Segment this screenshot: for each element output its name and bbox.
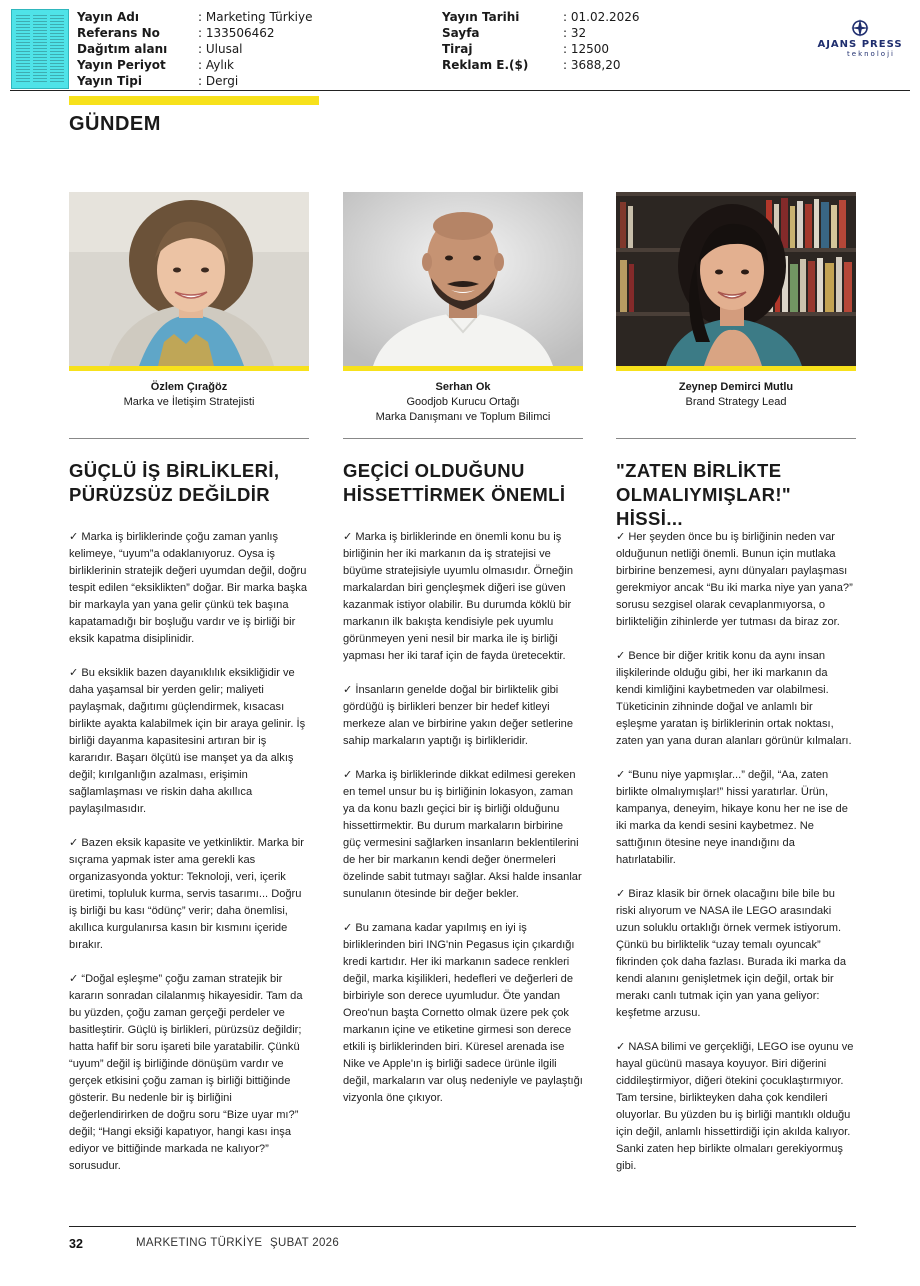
paragraph: ✓ Bazen eksik kapasite ve yetkinliktir. Marka bir sıçrama yapmak ister ama gerekli kas organizasyonda yoktur: Teknoloji, veri, içerik üretimi, topluluk kurma, servis tasarımı... Doğru iş birliği bu kası “ödünç” verir; daha önemlisi, akıllıca kurgulanırsa kasın bir kısmını içeride bırakır.: [69, 837, 304, 951]
logo-name: AJANS PRESS: [817, 39, 903, 50]
paragraph: ✓ Marka iş birliklerinde en önemli konu bu iş birliğinin her iki markanın da iş stratejisi ve büyüme stratejisiyle uyumlu olmasıdır. Örneğin markalardan biri gençleşmek diğeri ise güven kazanmak istiyor olabilir. Bu durumda köklü bir markanın ilk bakışta kendisiyle pek uyumlu görünmeyen yeni nesil bir marka ile iş birliği yapması her iki taraf için de fayda üretecektir.: [343, 531, 573, 662]
paragraph: ✓ Bence bir diğer kritik konu da aynı insan ilişkilerinde olduğu gibi, her iki markanın da kendi kimliğini kaybetmeden var olabilmesi. Tüketicinin zihninde doğal ve anlamlı bir eşleşme yaratan iş birliklerinin ortak noktası, zaten yan yana duran alanları görünür kılmaları.: [616, 650, 852, 747]
meta-row: [442, 9, 640, 25]
paragraph: ✓ “Bunu niye yapmışlar...” değil, “Aa, zaten birlikte olmalıymışlar!” hissi yaratırlar. Ürün, kampanya, deneyim, hikaye konu her ne ise de iki marka da kendi sesini kaybetmez. Ne sattığının ötesine neye inandığını da hatırlatabilir.: [616, 769, 848, 866]
section-accent-bar: [69, 96, 319, 105]
logo-tagline: teknoloji: [847, 50, 895, 58]
person-name: Serhan Ok: [435, 381, 491, 393]
meta-row: [77, 73, 312, 89]
interview-column: [616, 192, 856, 1192]
interview-column: [343, 192, 583, 1124]
meta-label: Yayın Tipi: [77, 74, 142, 88]
footer-magazine-name: MARKETING TÜRKİYE: [136, 1237, 263, 1249]
paragraph: ✓ Marka iş birliklerinde çoğu zaman yanlış kelimeye, “uyum”a odaklanıyoruz. Oysa iş birliklerinin stratejik değeri uyumdan değil, doğru tespit edilen “eksiklikten” doğar. Bir marka başka bir markayla yan yana gelir çünkü tek başına kapatamadığı bir boşluğu vardır ve iş birliği bir eksik kapatma disiplinidir.: [69, 531, 308, 645]
ajans-press-logo: [812, 18, 908, 58]
person-name: Özlem Çırağöz: [150, 381, 228, 393]
person-role: Marka Danışmanı ve Toplum Bilimci: [375, 411, 551, 423]
footer-issue-date: ŞUBAT 2026: [270, 1237, 340, 1249]
photo-accent-bar: [69, 366, 309, 371]
photo-accent-bar: [343, 366, 583, 371]
compass-icon: [849, 18, 871, 38]
meta-value: : Dergi: [198, 74, 239, 88]
paragraph: ✓ “Doğal eşleşme” çoğu zaman stratejik bir kararın sonradan cilalanmış hikayesidir. Tam da bu yüzden, çoğu zaman gerçeği perdeler ve basitleştirir. Güçlü iş birlikleri, pürüzsüz değildir; hatta hafif bir soru işareti bile yaratabilir. Çünkü “uyum” değil iş birliğinde dönüşüm vardır ve gerçek etkisini çoğu zaman iş birliği bittiğinde gösterir. Bu nedenle bir iş birliğini değerlendirirken de doğru soru “Bize uyar mı?” değil; “Hangi eksiği kapatıyor, hangi kası inşa ediyor ve bittiğinde markada ne kalıyor?” sorusudur.: [69, 973, 303, 1172]
paragraph: ✓ Bu zamana kadar yapılmış en iyi iş birliklerinden biri ING'nin Pegasus için çıkardığı kredi kartıdır. Her iki markanın sadece renkleri değil, marka kişilikleri, hedefleri ve değerleri de birbiriyle son derece uyumludur. Öte yandan Oreo'nun başta Cornetto olmak üzere pek çok markanın içine ve etiketine girmesi son derece etkili iş birliklerinden biri. Küresel arenada ise Nike ve Apple'ın iş birliği sadece ürünle ilgili değil, markaların var oluş nedeniyle ve paylaştığı vizyonla öne çıkıyor.: [343, 922, 583, 1104]
meta-row: [442, 57, 640, 73]
clipping-header: [0, 0, 920, 92]
section-title: GÜNDEM: [69, 113, 161, 135]
person-role: Goodjob Kurucu Ortağı: [406, 396, 520, 408]
meta-label: Yayın Periyot: [77, 58, 166, 72]
meta-row: [442, 25, 640, 41]
meta-value: : Ulusal: [198, 42, 243, 56]
page-number: 32: [69, 1237, 83, 1251]
meta-label: Dağıtım alanı: [77, 42, 168, 56]
paragraph: ✓ NASA bilimi ve gerçekliği, LEGO ise oyunu ve hayal gücünü masaya koyuyor. Biri diğerini ciddileştirmiyor, diğeri ötekini çocuklaştırmıyor. Tam tersine, birlikteyken daha çok kendileri oluyorlar. Bu yüzden bu iş birliği mantıklı olduğu için değil, anlamlı hissettirdiği için akılda kalıyor. Sanki zaten hep birlikte olmaları gerekiyormuş gibi.: [616, 1041, 854, 1172]
meta-label: Tiraj: [442, 42, 473, 56]
column-heading: GÜÇLÜ İŞ BİRLİKLERİ, PÜRÜZSÜZ DEĞİLDİR: [69, 460, 280, 505]
photo-accent-bar: [616, 366, 856, 371]
header-divider: [10, 90, 910, 91]
column-body: [343, 529, 583, 1107]
column-divider: [343, 438, 583, 439]
meta-row: [77, 41, 312, 57]
portrait-photo: [69, 192, 309, 366]
meta-value: : 01.02.2026: [563, 10, 640, 24]
person-credit: [616, 380, 856, 432]
meta-row: [77, 57, 312, 73]
portrait-photo: [343, 192, 583, 366]
paragraph: ✓ İnsanların genelde doğal bir birliktelik gibi gördüğü iş birlikleri benzer bir hedef kitleyi merkeze alan ve birbirine yakın değer setlerine sahip markaların yaptığı iş birlikleridir.: [343, 684, 574, 747]
interview-column: [69, 192, 309, 1192]
meta-label: Sayfa: [442, 26, 480, 40]
column-divider: [69, 438, 309, 439]
column-heading: GEÇİCİ OLDUĞUNU HİSSETTİRMEK ÖNEMLİ: [343, 460, 566, 505]
paragraph: ✓ Her şeyden önce bu iş birliğinin neden var olduğunun netliği önemli. Bunun için mutlaka birbirine benzemesi, aynı dünyaları paylaşması gerekmiyor ancak “Bu iki marka niye yan yana?” sorusu sezgisel olarak cevaplanmıyorsa, o birlikteliğin zihinlerde yer tutması da biraz zor.: [616, 531, 853, 628]
footer-divider: [69, 1226, 856, 1227]
clipping-meta-right: [442, 9, 640, 73]
portrait-photo: [616, 192, 856, 366]
column-body: [616, 529, 856, 1175]
meta-value: : 32: [563, 26, 587, 40]
meta-label: Reklam E.($): [442, 58, 529, 72]
meta-row: [442, 41, 640, 57]
meta-label: Yayın Tarihi: [442, 10, 520, 24]
meta-value: : Marketing Türkiye: [198, 10, 313, 24]
paragraph: ✓ Biraz klasik bir örnek olacağını bile bile bu riski alıyorum ve NASA ile LEGO arasındaki uzun soluklu ortaklığı örnek vermek istiyorum. Çünkü bu birliktelik “uzay temalı oyuncak” fikrinden çok daha fazlası. Burada iki marka da kendi alanını genişletmek için değil, ortak bir merakı canlı tutmak için yan yana geliyor: keşfetme arzusu.: [616, 888, 847, 1019]
column-heading: "ZATEN BİRLİKTE OLMALIYMIŞLAR!" HİSSİ...: [616, 460, 792, 529]
paragraph: ✓ Bu eksiklik bazen dayanıklılık eksikliğidir ve daha yaşamsal bir yerden gelir; maliyeti paylaşmak, dağıtımı güçlendirmek, kısacası birlikte ayakta kalabilmek için bir araya gelinir. İş birliği dayanma kapasitesini artıran bir iş kararıdır. Başarı ölçütü ise manşet ya da alkış değil; kırılganlığın azalması, erişimin sağlamlaşması ve riskin daha akıllıca paylaşılmasıdır.: [69, 667, 306, 815]
clipping-meta-left: [77, 9, 312, 89]
page-thumbnail[interactable]: [11, 9, 69, 89]
person-role: Marka ve İletişim Stratejisti: [123, 396, 255, 408]
meta-value: : 12500: [563, 42, 610, 56]
paragraph: ✓ Marka iş birliklerinde dikkat edilmesi gereken en temel unsur bu iş birliğinin lokasyon, zaman ya da konu bazlı geçici bir iş birliği olduğunu hissettirmektir. Bu durum markaların birbirine güç vermesini sağlarken insanların beklentilerini de her bir markanın kendi değer önermeleri özelinde sabit tutmayı sağlar. Aksi halde insanlar sunulanın ötesinde bir değer bekler.: [343, 769, 582, 900]
meta-value: : 3688,20: [563, 58, 621, 72]
column-divider: [616, 438, 856, 439]
meta-value: : Aylık: [198, 58, 234, 72]
meta-label: Referans No: [77, 26, 160, 40]
meta-value: : 133506462: [198, 26, 275, 40]
meta-label: Yayın Adı: [77, 10, 139, 24]
column-body: [69, 529, 309, 1175]
person-name: Zeynep Demirci Mutlu: [678, 381, 794, 393]
person-credit: [69, 380, 309, 432]
person-role: Brand Strategy Lead: [685, 396, 787, 408]
person-credit: [343, 380, 583, 432]
meta-row: [77, 9, 312, 25]
meta-row: [77, 25, 312, 41]
